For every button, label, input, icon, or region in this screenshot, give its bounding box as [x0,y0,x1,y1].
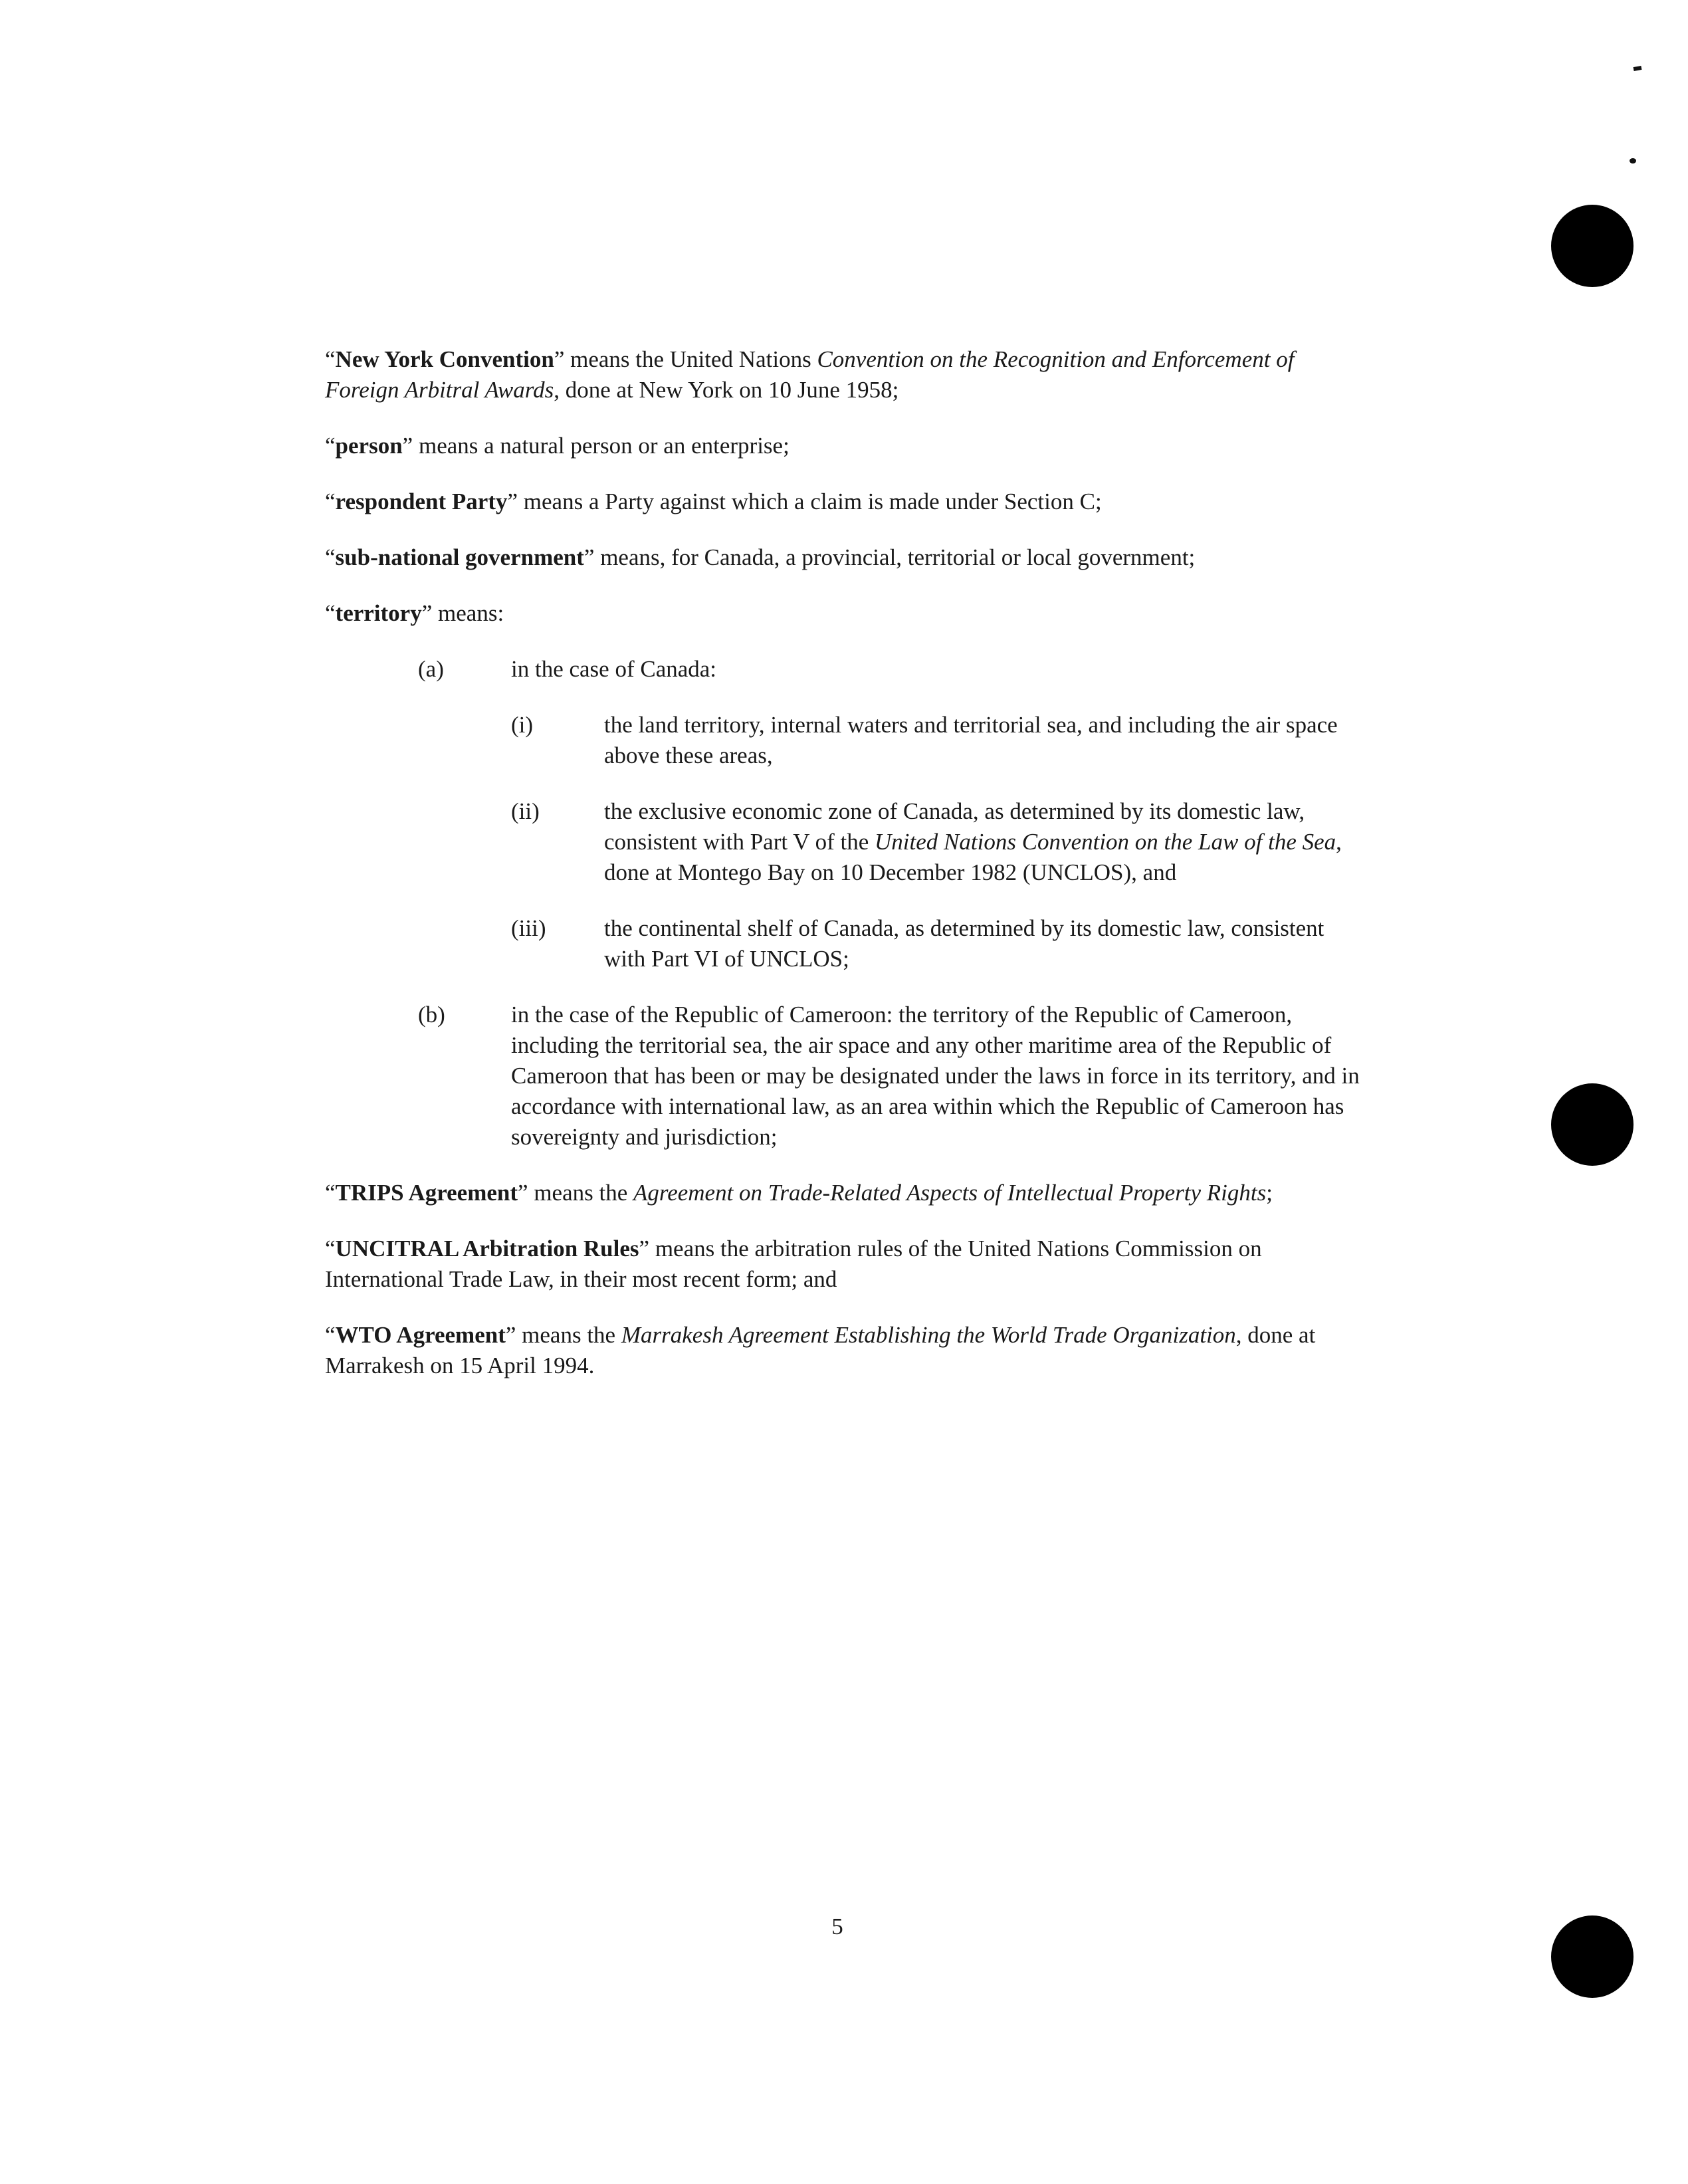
quote-close: ” [554,346,565,372]
defined-term: territory [335,600,422,626]
quote-open: “ [325,600,336,626]
defined-term: TRIPS Agreement [335,1180,518,1206]
defined-term: respondent Party [335,489,508,514]
quote-close: ” [518,1180,528,1206]
definition-text: means, for Canada, a provincial, territorial or local government; [594,544,1196,570]
definition-text: means the [516,1322,621,1348]
defined-term: person [335,433,403,459]
item-label: (ii) [511,798,540,824]
item-text-part: , done at Montego Bay on 10 December 1982 (UNCLOS), and [604,829,1342,885]
definition-new-york-convention [325,344,1362,405]
definition-text: ; [1266,1180,1273,1206]
quote-close: ” [583,544,595,570]
instrument-title: Convention on the Recognition and Enforcement of Foreign Arbitral Awards [325,346,1295,403]
instrument-title: United Nations Convention on the Law of the Sea [875,829,1336,855]
definition-territory [325,598,1362,629]
definition-person [325,431,1362,461]
quote-open: “ [325,433,336,459]
definition-text: means the United Nations [564,346,817,372]
definition-sub-national-government [325,542,1362,573]
punch-hole [1551,1083,1634,1166]
definition-text: means the [528,1180,633,1206]
definition-text: , done at New York on 10 June 1958; [554,377,899,403]
quote-close: ” [402,433,413,459]
definition-text: means a Party against which a claim is made under Section C; [518,489,1102,514]
item-text: in the case of the Republic of Cameroon: the territory of the Republic of Cameroon, including the territorial sea, the air space and any other maritime area of the Republic of Cameroon that has been or may be designated under the laws in force in its territory, and in accordance with international law, as an area within which the Republic of Cameroon has sovereignty and jurisdiction; [511,1002,1360,1150]
definition-uncitral-rules [325,1234,1362,1295]
instrument-title: Marrakesh Agreement Establishing the World Trade Organization [621,1322,1236,1348]
definition-text: means the arbitration rules of the United Nations Commission on International Trade Law, in their most recent form; and [325,1236,1262,1292]
territory-subitem-ii [511,796,1362,888]
definition-text: means: [432,600,504,626]
definition-text: , done at Marrakesh on 15 April 1994. [325,1322,1316,1378]
definition-trips-agreement [325,1178,1362,1208]
punch-hole [1551,1915,1634,1998]
defined-term: UNCITRAL Arbitration Rules [335,1236,639,1261]
definition-text: means a natural person or an enterprise; [413,433,790,459]
quote-close: ” [505,1322,516,1348]
instrument-title: Agreement on Trade-Related Aspects of Intellectual Property Rights [633,1180,1267,1206]
defined-term: New York Convention [335,346,554,372]
item-text [604,796,1362,888]
quote-open: “ [325,1180,336,1206]
item-text-part: the exclusive economic zone of Canada, as determined by its domestic law, consistent with Part V of the [604,798,1305,855]
definitions-list [325,344,1362,1406]
quote-close: ” [507,489,518,514]
quote-open: “ [325,489,336,514]
territory-subitem-iii [511,913,1362,974]
item-label: (iii) [511,915,546,941]
territory-item-b [418,1000,1362,1152]
definition-respondent-party [325,487,1362,517]
quote-open: “ [325,544,336,570]
item-label: (i) [511,712,534,738]
page-number: 5 [831,1913,843,1939]
quote-open: “ [325,346,336,372]
scan-speck [1630,158,1636,164]
quote-close: ” [421,600,433,626]
item-text: in the case of Canada: [511,656,717,682]
quote-close: ” [639,1236,650,1261]
quote-open: “ [325,1236,336,1261]
defined-term: sub-national government [335,544,584,570]
territory-subitem-i [511,710,1362,771]
definition-wto-agreement [325,1320,1362,1381]
item-text: the continental shelf of Canada, as determined by its domestic law, consistent with Part VI of UNCLOS; [604,915,1324,972]
scan-speck [1634,66,1642,71]
item-label: (b) [418,1002,445,1028]
item-text: the land territory, internal waters and territorial sea, and including the air space above these areas, [604,712,1338,768]
territory-item-a [418,654,1362,685]
quote-open: “ [325,1322,336,1348]
item-label: (a) [418,656,444,682]
defined-term: WTO Agreement [335,1322,506,1348]
punch-hole [1551,205,1634,287]
